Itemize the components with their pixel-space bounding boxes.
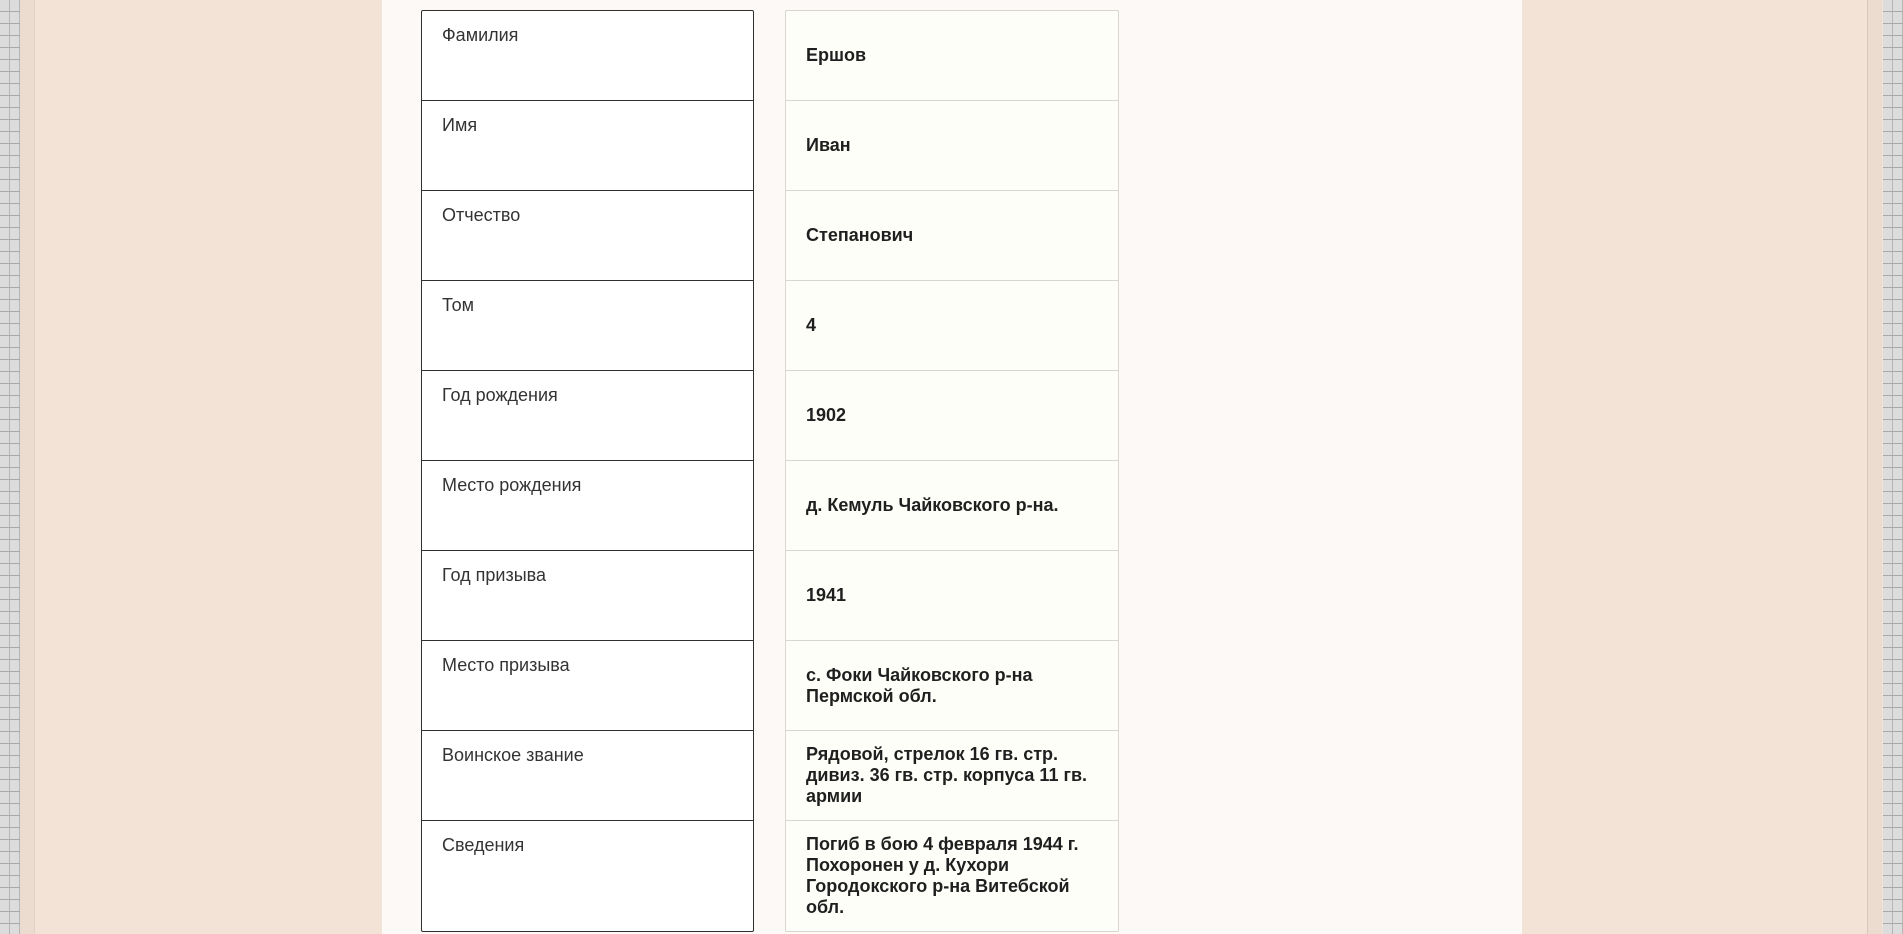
field-labels-column (421, 10, 754, 932)
right-edge-scrollbar[interactable] (1883, 0, 1903, 934)
value-birth-year: 1902 (786, 371, 1118, 461)
value-conscription-year: 1941 (786, 551, 1118, 641)
label-birth-place: Место рождения (422, 461, 753, 551)
value-military-rank: Рядовой, стрелок 16 гв. стр. дивиз. 36 гв. стр. корпуса 11 гв. армии (786, 731, 1118, 821)
value-birth-place: д. Кемуль Чайковского р-на. (786, 461, 1118, 551)
right-edge-stripe (1867, 0, 1882, 934)
label-military-rank: Воинское звание (422, 731, 753, 821)
value-patronymic: Степанович (786, 191, 1118, 281)
label-details: Сведения (442, 835, 525, 855)
label-patronymic: Отчество (422, 191, 753, 281)
value-first-name: Иван (786, 101, 1118, 191)
left-edge-stripe (20, 0, 35, 934)
label-surname: Фамилия (422, 11, 753, 101)
label-volume: Том (422, 281, 753, 371)
left-edge-scrollbar[interactable] (0, 0, 20, 934)
field-values-column (785, 10, 1119, 932)
value-volume: 4 (786, 281, 1118, 371)
label-conscription-place: Место призыва (422, 641, 753, 731)
label-birth-year: Год рождения (422, 371, 753, 461)
label-first-name: Имя (422, 101, 753, 191)
value-conscription-place: с. Фоки Чайковского р-на Пермской обл. (786, 641, 1118, 731)
value-surname: Ершов (786, 11, 1118, 101)
label-conscription-year: Год призыва (422, 551, 753, 641)
value-details: Погиб в бою 4 февраля 1944 г. Похоронен у д. Кухори Городокского р-на Витебской обл. (806, 834, 1079, 917)
